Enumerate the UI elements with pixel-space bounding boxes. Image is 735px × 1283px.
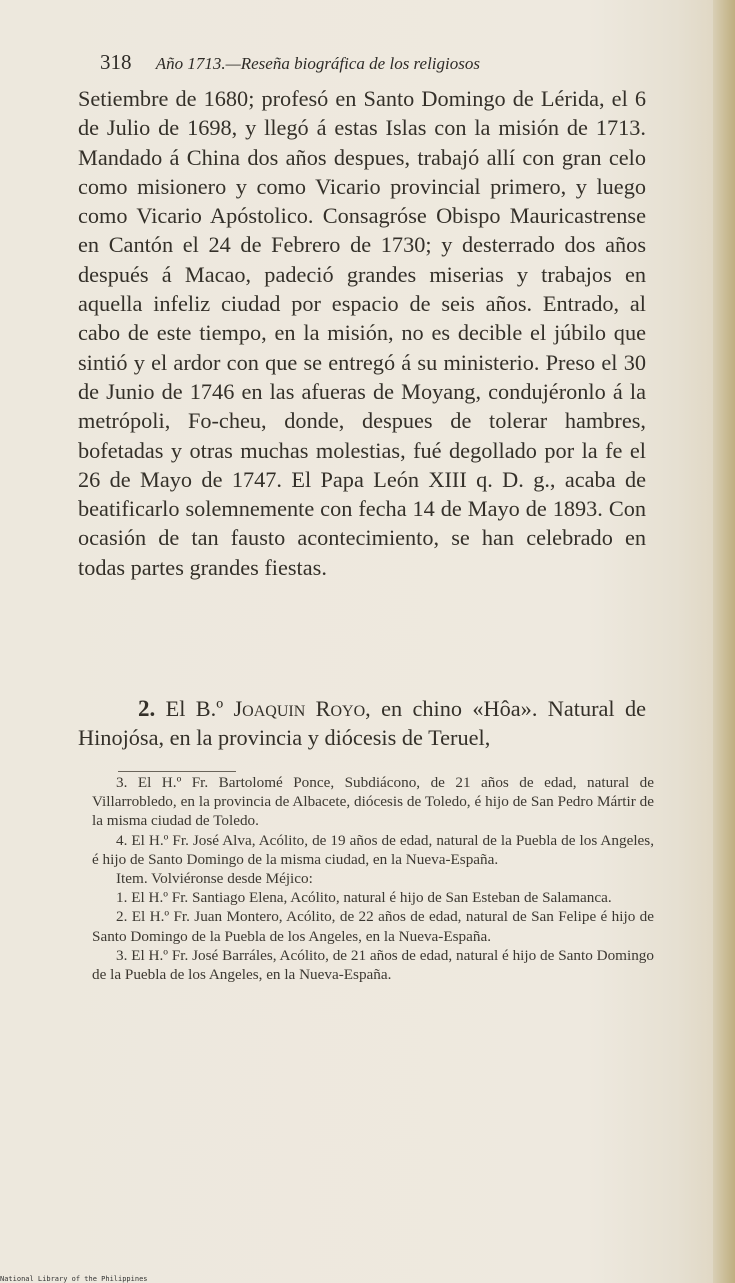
footnote-rule (118, 771, 236, 772)
entry-text: , en chino «Hôa». Natural de Hinojósa, en la provincia y diócesis de Teruel, (78, 696, 647, 751)
entry-number: 2. (138, 696, 156, 721)
entry-prefix: El B.º (165, 696, 224, 721)
page-edge (713, 0, 735, 1283)
footnote: 1. El H.º Fr. Santiago Elena, Acólito, natural é hijo de San Esteban de Salamanca. (116, 889, 612, 907)
main-text (78, 84, 646, 582)
footnote: 4. El H.º Fr. José Alva, Acólito, de 19 años de edad, natural de la Puebla de los Angeles, é hijo de Santo Domingo de la misma ciudad, en la Nueva-España. (92, 831, 654, 868)
entry-name: Joaquin Royo (233, 696, 366, 721)
library-credit: National Library of the Philippines (0, 1275, 148, 1283)
page-number: 318 (100, 50, 132, 74)
running-title: Año 1713.—Reseña biográfica de los religiosos (155, 54, 480, 73)
biography-entry (78, 694, 646, 753)
footnotes (92, 773, 654, 984)
footnote: Item. Volviéronse desde Méjico: (116, 870, 313, 888)
footnote: 3. El H.º Fr. Bartolomé Ponce, Subdiácono, de 21 años de edad, natural de Villarrobledo, en la provincia de Albacete, diócesis de Toledo, é hijo de San Pedro Mártir de la misma ciudad de Toledo. (92, 774, 654, 830)
footnote: 3. El H.º Fr. José Barráles, Acólito, de 21 años de edad, natural é hijo de Santo Domingo de la Puebla de los Angeles, en la Nueva-España. (92, 946, 654, 984)
paragraph: Setiembre de 1680; profesó en Santo Domingo de Lérida, el 6 de Julio de 1698, y llegó á estas Islas con la misión de 1713. Mandado á China dos años despues, trabajó allí con gran celo como misionero y como Vicario provincial primero, y luego como Vicario Apóstolico. Consagróse Obispo Mauricastrense en Cantón el 24 de Febrero de 1730; y desterrado dos años después á Macao, padeció grandes miserias y trabajos en aquella infeliz ciudad por espacio de seis años. Entrado, al cabo de este tiempo, en la misión, no es decible el júbilo que sintió y el ardor con que se entregó á su ministerio. Preso el 30 de Junio de 1746 en las afueras de Moyang, condujéronlo á la metrópoli, Fo-cheu, donde, despues de tolerar hambres, bofetadas y otras muchas molestias, fué degollado por la fe el 26 de Mayo de 1747. El Papa León XIII q. D. g., acaba de beatificarlo solemnemente con fecha 14 de Mayo de 1893. Con ocasión de tan fausto acontecimiento, se han celebrado en todas partes grandes fiestas. (78, 86, 646, 580)
footnote: 2. El H.º Fr. Juan Montero, Acólito, de 22 años de edad, natural de San Felipe é hijo de Santo Domingo de la Puebla de los Angeles, en la Nueva-España. (92, 908, 654, 945)
running-head (100, 50, 660, 75)
